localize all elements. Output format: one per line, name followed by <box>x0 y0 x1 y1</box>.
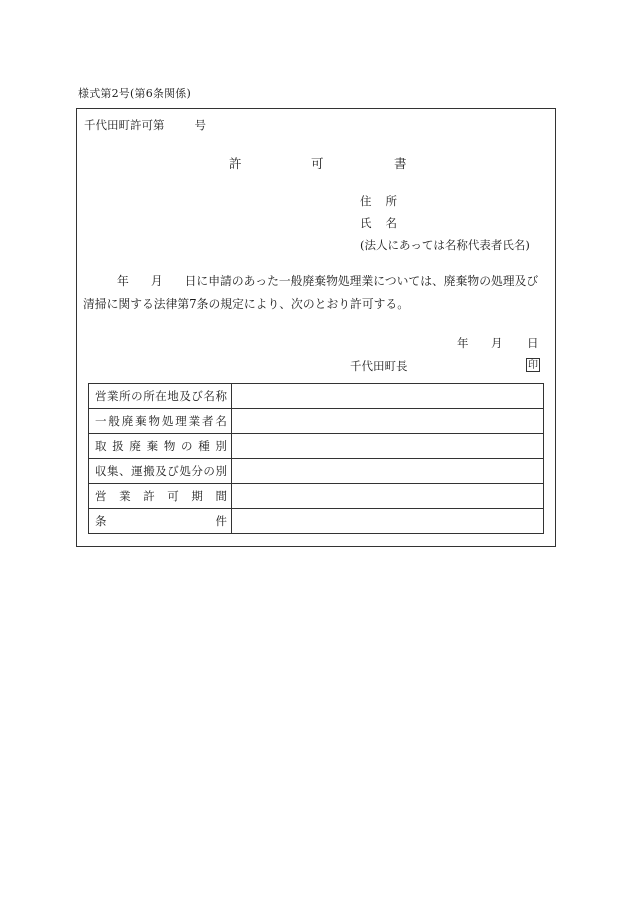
form-number-label: 様式第2号(第6条関係) <box>78 87 191 100</box>
item-label: 一 般 廃 棄 物 処 理 業 者 名 <box>95 414 227 428</box>
table-row <box>89 459 544 484</box>
name-label: 氏 名 <box>360 216 397 230</box>
permit-number-line <box>84 117 206 133</box>
item-label-cell <box>89 409 232 434</box>
item-label: 条 件 <box>95 514 227 528</box>
item-label: 営 業 許 可 期 間 <box>95 489 227 503</box>
permit-body-text <box>83 270 551 316</box>
date-day: 日 <box>527 336 539 350</box>
item-label-cell <box>89 434 232 459</box>
item-label: 収 集 、 運 搬 及 び 処 分 の 別 <box>95 464 227 478</box>
item-value-cell <box>232 459 544 484</box>
table-row <box>89 434 544 459</box>
item-label: 営 業 所 の 所 在 地 及 び 名 称 <box>95 389 227 403</box>
item-label: 取 扱 廃 棄 物 の 種 別 <box>95 439 227 453</box>
issuer-title: 千代田町長 <box>350 359 408 373</box>
item-label-cell <box>89 484 232 509</box>
title-char-2: 可 <box>311 156 324 171</box>
item-value-cell <box>232 384 544 409</box>
permit-number-prefix: 千代田町許可第 <box>84 118 165 132</box>
body-line2: 清掃に関する法律第7条の規定により、次のとおり許可する。 <box>83 297 410 311</box>
permit-number-suffix: 号 <box>194 118 206 132</box>
seal-mark: 印 <box>528 360 538 371</box>
corporation-note: (法人にあっては名称代表者氏名) <box>360 238 530 252</box>
title-char-3: 書 <box>394 156 407 171</box>
item-value-cell <box>232 434 544 459</box>
body-line1: 日に申請のあった一般廃棄物処理業については、廃棄物の処理及び <box>184 274 539 288</box>
item-label-cell <box>89 509 232 534</box>
permit-items-table <box>88 383 544 534</box>
body-year: 年 <box>117 274 129 288</box>
item-label-cell <box>89 384 232 409</box>
item-label-cell <box>89 459 232 484</box>
item-value-cell <box>232 509 544 534</box>
title-char-1: 許 <box>229 156 242 171</box>
table-row <box>89 484 544 509</box>
table-row <box>89 384 544 409</box>
date-month: 月 <box>491 336 503 350</box>
item-value-cell <box>232 484 544 509</box>
body-month: 月 <box>150 274 163 288</box>
item-value-cell <box>232 409 544 434</box>
table-row <box>89 509 544 534</box>
address-label: 住 所 <box>360 194 397 208</box>
date-year: 年 <box>457 336 469 350</box>
table-row <box>89 409 544 434</box>
